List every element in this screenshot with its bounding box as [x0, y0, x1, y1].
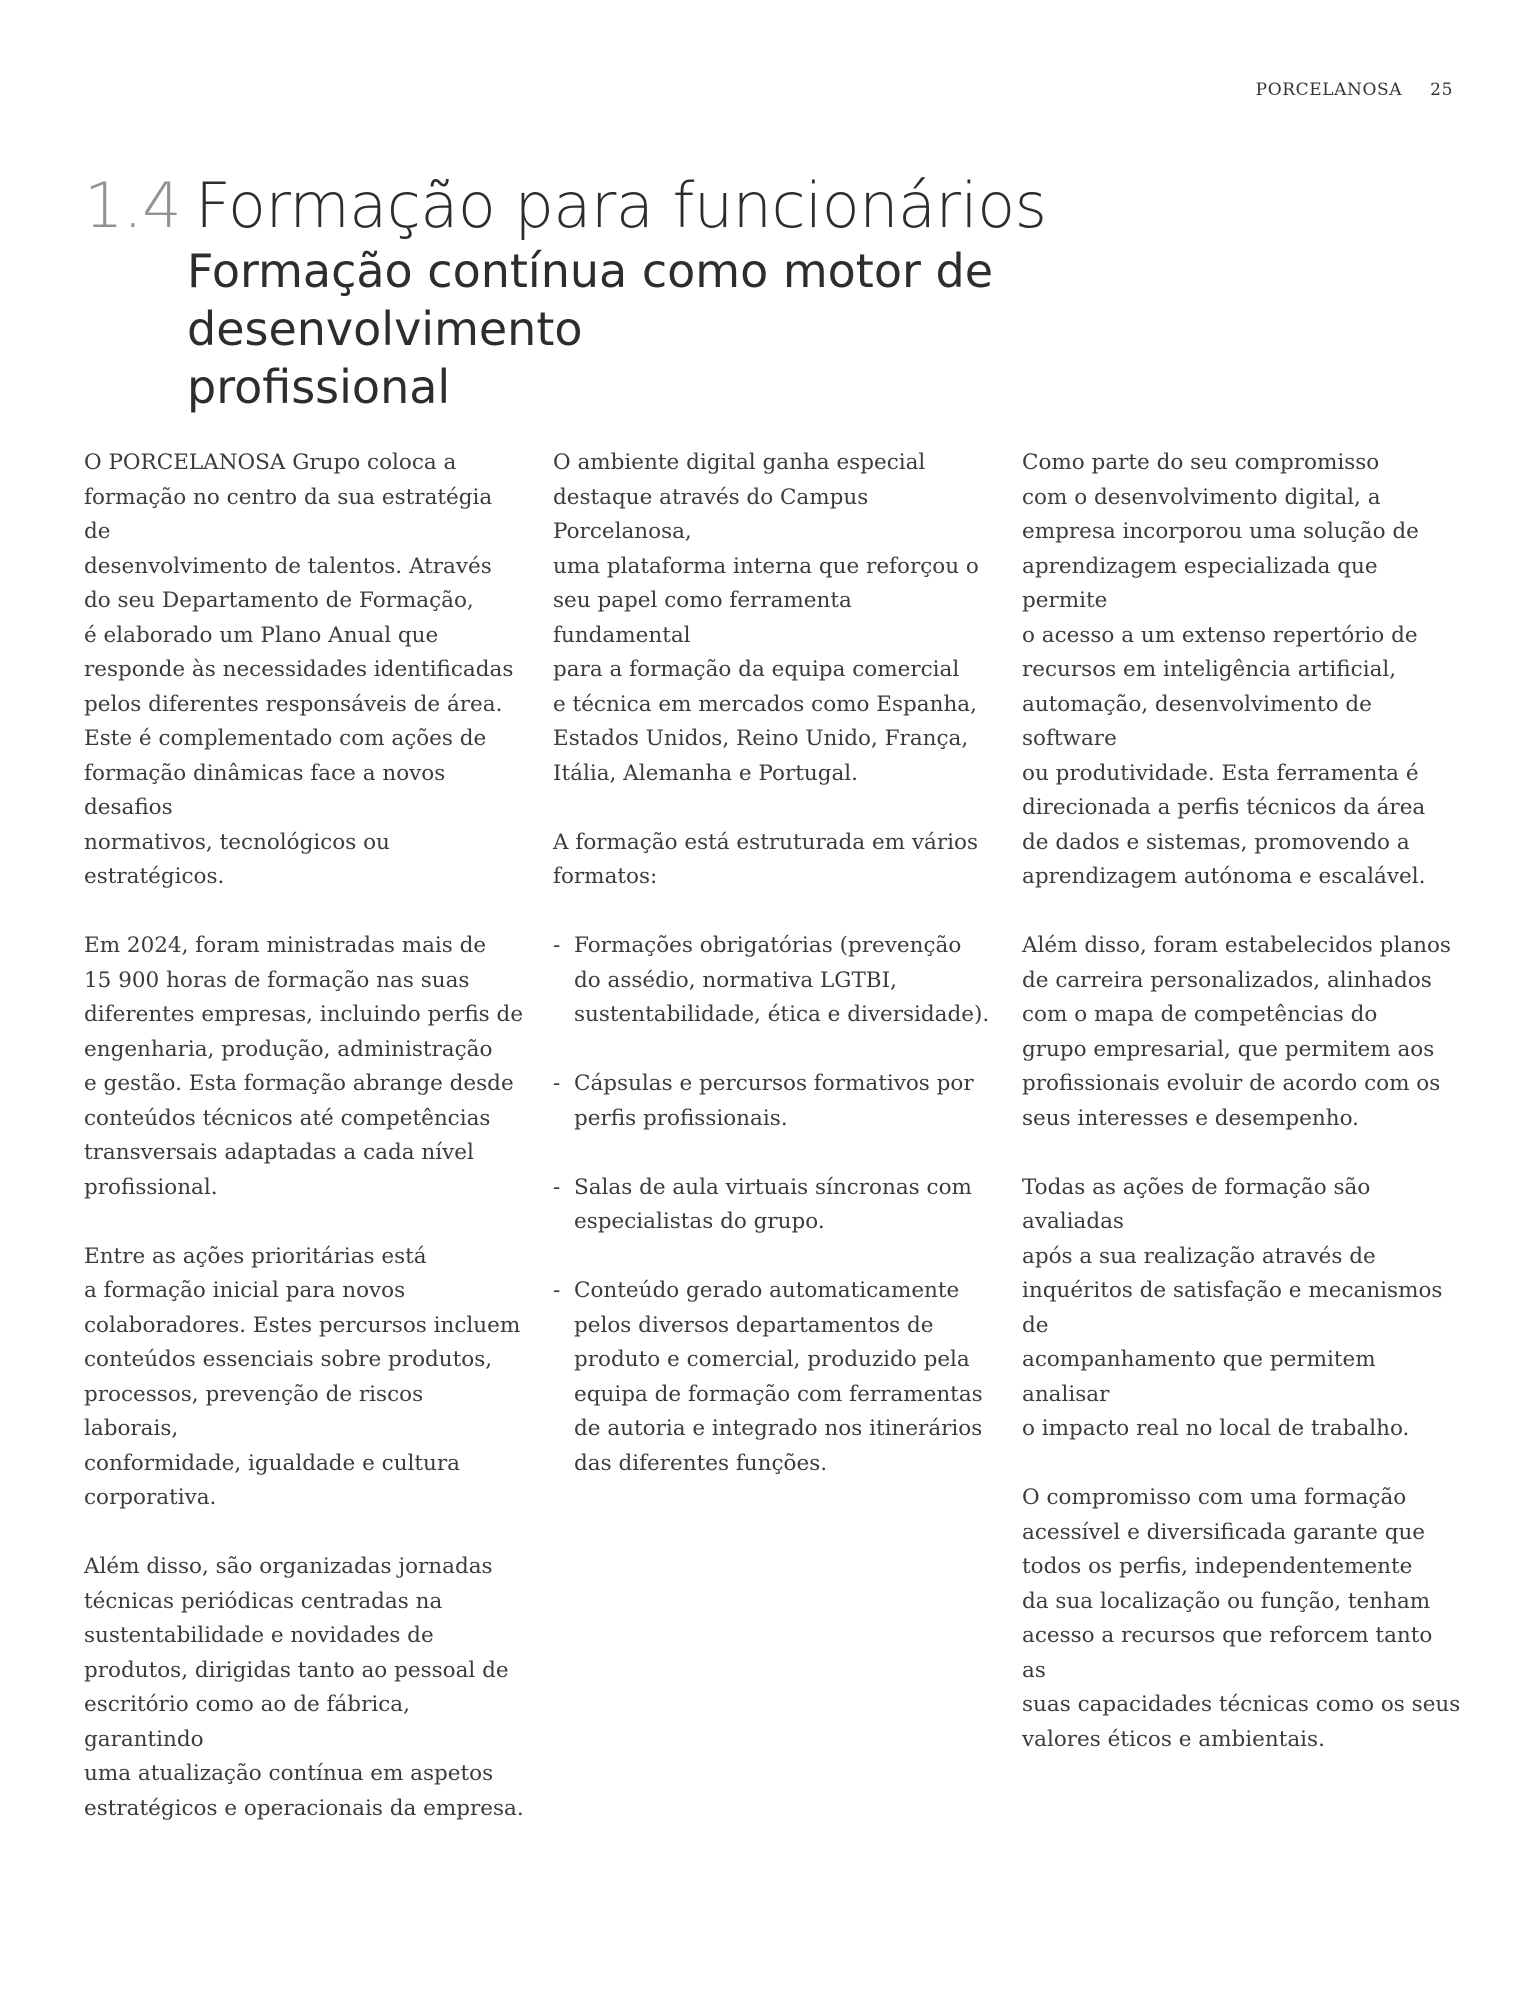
list-item: [553, 1274, 993, 1481]
section-number: 1.4: [84, 169, 182, 242]
title-block: [84, 166, 1464, 416]
paragraph: Além disso, são organizadas jornadas técnicas periódicas centradas na sustentabilidade e novidades de produtos, dirigidas tanto ao pessoal de escritório como ao de fábrica, garantindo uma atualização contínua em aspetos estratégicos e operacionais da empresa.: [84, 1554, 524, 1821]
paragraph: Entre as ações prioritárias está a formação inicial para novos colaboradores. Estes percursos incluem conteúdos essenciais sobre produtos, processos, prevenção de riscos laborais, conformidade, igualdade e cultura corporativa.: [84, 1243, 521, 1510]
page-title: [84, 166, 1464, 246]
paragraph: A formação está estruturada em vários formatos:: [553, 829, 978, 889]
text-column-3: [1022, 446, 1462, 1792]
bullet-dash: -: [553, 933, 561, 958]
list-item-text: Formações obrigatórias (prevenção do assédio, normativa LGTBI, sustentabilidade, ética e diversidade).: [574, 933, 990, 1027]
bullet-dash: -: [553, 1174, 561, 1200]
list-item: [553, 1067, 993, 1136]
format-list: [553, 929, 993, 1481]
brand-name: PORCELANOSA: [1255, 80, 1403, 100]
section-heading: Formação para funcionários: [195, 169, 1047, 242]
paragraph: O PORCELANOSA Grupo coloca a formação no centro da sua estratégia de desenvolvimento de talentos. Através do seu Departamento de Formação, é elaborado um Plano Anual que responde às necessidades identificadas pelos diferentes responsáveis de área. Este é complementado com ações de formação dinâmicas face a novos desafios normativos, tecnológicos ou estratégicos.: [84, 450, 514, 889]
paragraph: Em 2024, foram ministradas mais de 15 900 horas de formação nas suas diferentes empresas, incluindo perfis de engenharia, produção, administração e gestão. Esta formação abrange desde conteúdos técnicos até competências transversais adaptadas a cada nível profissional.: [84, 933, 524, 1200]
running-header: [1256, 80, 1453, 100]
section-subtitle: Formação contínua como motor de desenvolvimento profissional: [187, 244, 994, 414]
text-column-2: [553, 446, 993, 1516]
paragraph: Além disso, foram estabelecidos planos de carreira personalizados, alinhados com o mapa de competências do grupo empresarial, que permitem aos profissionais evoluir de acordo com os seus interesses e desempenho.: [1022, 933, 1451, 1131]
list-item: [553, 1171, 993, 1240]
text-column-1: [84, 446, 524, 1861]
list-item-text: Cápsulas e percursos formativos por perfis profissionais.: [574, 1071, 974, 1131]
list-item-text: Conteúdo gerado automaticamente pelos diversos departamentos de produto e comercial, produzido pela equipa de formação com ferramentas de autoria e integrado nos itinerários das diferentes funções.: [574, 1278, 983, 1476]
paragraph: Como parte do seu compromisso com o desenvolvimento digital, a empresa incorporou uma solução de aprendizagem especializada que permite o acesso a um extenso repertório de recursos em inteligência artificial, automação, desenvolvimento de software ou produtividade. Esta ferramenta é direcionada a perfis técnicos da área de dados e sistemas, promovendo a aprendizagem autónoma e escalável.: [1022, 450, 1426, 889]
list-item-text: Salas de aula virtuais síncronas com especialistas do grupo.: [574, 1174, 972, 1234]
paragraph: Todas as ações de formação são avaliadas após a sua realização através de inquéritos de satisfação e mecanismos de acompanhamento que permitem analisar o impacto real no local de trabalho.: [1022, 1174, 1443, 1441]
bullet-dash: -: [553, 1071, 561, 1096]
page-number: 25: [1430, 80, 1453, 100]
paragraph: O ambiente digital ganha especial destaque através do Campus Porcelanosa, uma plataforma interna que reforçou o seu papel como ferramenta fundamental para a formação da equipa comercial e técnica em mercados como Espanha, Estados Unidos, Reino Unido, França, Itália, Alemanha e Portugal.: [553, 450, 979, 786]
paragraph: O compromisso com uma formação acessível e diversificada garante que todos os perfis, independentemente da sua localização ou função, tenham acesso a recursos que reforcem tanto as suas capacidades técnicas como os seus valores éticos e ambientais.: [1022, 1485, 1461, 1752]
bullet-dash: -: [553, 1278, 561, 1303]
list-item: [553, 929, 993, 1033]
